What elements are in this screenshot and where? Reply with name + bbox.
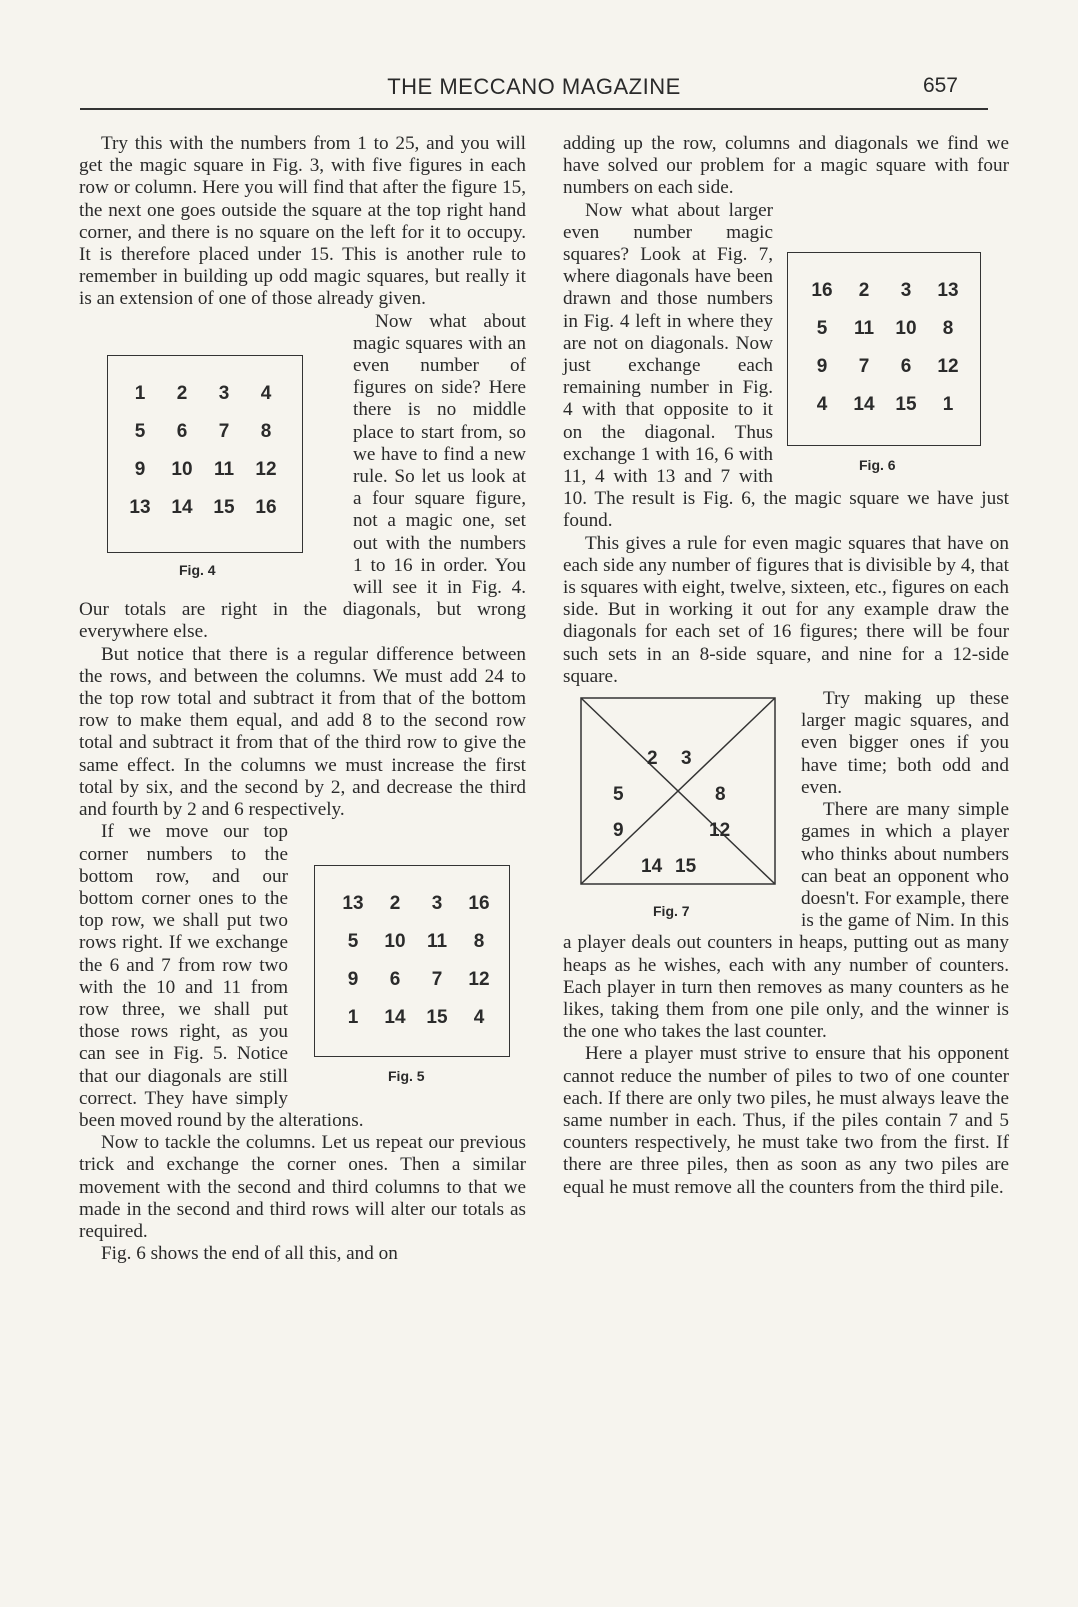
grid-cell: 7: [431, 969, 443, 991]
grid-row: [332, 885, 500, 923]
grid-row: [801, 310, 969, 348]
paragraph: This gives a rule for even magic squares that have on each side any number of figures that is divisible by 4, that is squares with eight, twelve, sixteen, etc., figures on each side. But in working it out for any example draw the diagonals for each set of 16 figures; there will be four such sets in an 8-side square, and nine for a 12-side square.: [563, 532, 1009, 687]
figure-caption: Fig. 4: [179, 561, 216, 578]
grid-cell: 1: [942, 393, 954, 415]
grid-cell: 2: [858, 279, 870, 301]
grid-cell: 8: [942, 317, 954, 339]
grid-cell: 10: [171, 458, 193, 480]
diagonal-square: [563, 688, 785, 888]
grid-row: [801, 348, 969, 386]
grid-cell: 9: [347, 969, 359, 991]
figure-caption: Fig. 6: [859, 456, 896, 473]
fig7-number: 12: [709, 820, 731, 842]
paragraph: There are many simple games in which a player who thinks about numbers can beat an opponent who doesn't. For example, there is the game of Nim. In this a player deals out counters in heaps, putting out as many heaps as he wishes, each with any number of counters. Each player in turn then removes as many counters as he likes, taking them from one pile only, and the winner is the one who takes the last counter.: [563, 799, 1009, 1043]
grid-cell: 14: [384, 1007, 406, 1029]
paragraph: But notice that there is a regular difference between the rows, and between the columns. We must add 24 to the top row total and subtract it from that of the bottom row to make them equal, and add 8 to the second row total and subtract it from that of the third row to give the same effect. In the columns we must increase the first total by six, and the second by 2, and decrease the third and fourth by 2 and 6 respectively.: [79, 643, 526, 821]
grid-cell: 3: [218, 382, 230, 404]
paragraph: Try this with the numbers from 1 to 25, and you will get the magic square in Fig. 3, with five figures in each row or column. Here you will find that after the figure 15, the next one goes outside the square at the top right hand corner, and there is no square on the left for it to occupy. It is therefore placed under 15. This is another rule to remember in building up odd magic squares, but really it is an extension of one of those already given.: [79, 133, 526, 310]
magazine-title: THE MECCANO MAGAZINE: [387, 74, 681, 99]
grid-cell: 2: [389, 893, 401, 915]
magic-square-grid: [332, 885, 500, 1037]
grid-cell: 3: [900, 279, 912, 301]
paragraph: Now what about larger even number magic squares? Look at Fig. 7, where diagonals have been drawn and those numbers in Fig. 4 left in where they are not on diagonals. Now just exchange each remaining number in Fig. 4 with that opposite to it on the diagonal. Thus exchange 1 with 16, 6 with 11, 4 with 13 and 7 with 10. The result is Fig. 6, the magic square we have just found.: [563, 199, 1009, 532]
grid-cell: 11: [213, 458, 235, 480]
paragraph: adding up the row, columns and diagonals we find we have solved our problem for a magic square with four numbers on each side.: [563, 133, 1009, 199]
grid-cell: 3: [431, 893, 443, 915]
grid-cell: 4: [816, 393, 828, 415]
grid-cell: 9: [134, 458, 146, 480]
grid-cell: 1: [347, 1007, 359, 1029]
paragraph: If we move our top corner numbers to the bottom row, and our bottom corner ones to the top row, we shall put two rows right. If we exchange the 6 and 7 from row two with the 10 and 11 from row three, we shall put those rows right, as you can see in Fig. 5. Notice that our diagonals are still correct. They have simply been moved round by the alterations.: [79, 821, 364, 1131]
figure-caption: Fig. 7: [653, 903, 690, 920]
grid-row: [119, 375, 287, 413]
fig7-number: 8: [715, 784, 726, 806]
grid-cell: 16: [255, 496, 277, 518]
grid-cell: 10: [895, 317, 917, 339]
fig7-number: 15: [675, 856, 697, 878]
grid-cell: 16: [468, 893, 490, 915]
grid-cell: 4: [260, 382, 272, 404]
paragraph: Here a player must strive to ensure that his opponent cannot reduce the number of piles to two of one counter each. If there are only two piles, he must always leave the same number in each. Thus, if the piles contain 7 and 5 counters respectively, he must take two from the first. If there are three piles, then as soon as any two piles are equal he must remove all the counters from the third pile.: [563, 1043, 1009, 1198]
fig7-number: 14: [641, 856, 663, 878]
magic-square-grid: [119, 375, 287, 527]
grid-cell: 11: [426, 931, 448, 953]
grid-cell: 15: [213, 496, 235, 518]
magic-square-grid: [801, 272, 969, 424]
grid-cell: 12: [255, 458, 277, 480]
fig7-number: 3: [681, 748, 692, 770]
grid-cell: 7: [858, 355, 870, 377]
grid-cell: 7: [218, 420, 230, 442]
figure-5: [302, 865, 526, 1109]
grid-cell: 6: [176, 420, 188, 442]
grid-cell: 13: [129, 496, 151, 518]
paragraph: Fig. 6 shows the end of all this, and on: [101, 1243, 398, 1265]
grid-cell: 5: [816, 317, 828, 339]
right-column: [563, 133, 1009, 1199]
grid-row: [801, 386, 969, 424]
figure-4: [79, 355, 339, 595]
paragraph: Try making up these larger magic squares, and even bigger ones if you have time; both odd and even.: [801, 688, 1009, 798]
page-number: 657: [922, 74, 958, 97]
grid-cell: 10: [384, 931, 406, 953]
figure-caption: Fig. 5: [388, 1068, 425, 1085]
grid-row: [119, 413, 287, 451]
figure-6: [787, 252, 1009, 474]
grid-cell: 11: [853, 317, 875, 339]
fig7-number: 2: [647, 748, 658, 770]
grid-cell: 13: [342, 893, 364, 915]
grid-cell: 14: [171, 496, 193, 518]
grid-row: [332, 961, 500, 999]
grid-cell: 5: [347, 931, 359, 953]
grid-cell: 9: [816, 355, 828, 377]
grid-cell: 12: [468, 969, 490, 991]
fig7-number: 9: [613, 820, 624, 842]
grid-cell: 16: [811, 279, 833, 301]
paragraph: Now to tackle the columns. Let us repeat our previous trick and exchange the corner ones. Then a similar movement with the second and third columns to that we made in the second and third rows will alter our totals as required.: [79, 1132, 526, 1242]
grid-row: [332, 923, 500, 961]
grid-cell: 12: [937, 355, 959, 377]
figure-7: [563, 688, 785, 932]
left-column: [79, 133, 526, 1265]
grid-cell: 14: [853, 393, 875, 415]
grid-cell: 15: [426, 1007, 448, 1029]
grid-row: [332, 999, 500, 1037]
grid-row: [119, 451, 287, 489]
paragraph: Now what about magic squares with an even number of figures on side? Here there is no middle place to start from, so we have to find a new rule. So let us look at a four square figure, not a magic one, set out with the numbers 1 to 16 in order. You will see it in Fig. 4. Our totals are right in the diagonals, but wrong everywhere else.: [79, 310, 526, 643]
grid-cell: 6: [389, 969, 401, 991]
fig7-number: 5: [613, 784, 624, 806]
grid-cell: 8: [260, 420, 272, 442]
grid-cell: 4: [473, 1007, 485, 1029]
grid-cell: 2: [176, 382, 188, 404]
grid-cell: 13: [937, 279, 959, 301]
grid-cell: 6: [900, 355, 912, 377]
grid-cell: 5: [134, 420, 146, 442]
grid-row: [801, 272, 969, 310]
page-header: [80, 72, 988, 110]
grid-row: [119, 489, 287, 527]
grid-cell: 8: [473, 931, 485, 953]
grid-cell: 1: [134, 382, 146, 404]
grid-cell: 15: [895, 393, 917, 415]
